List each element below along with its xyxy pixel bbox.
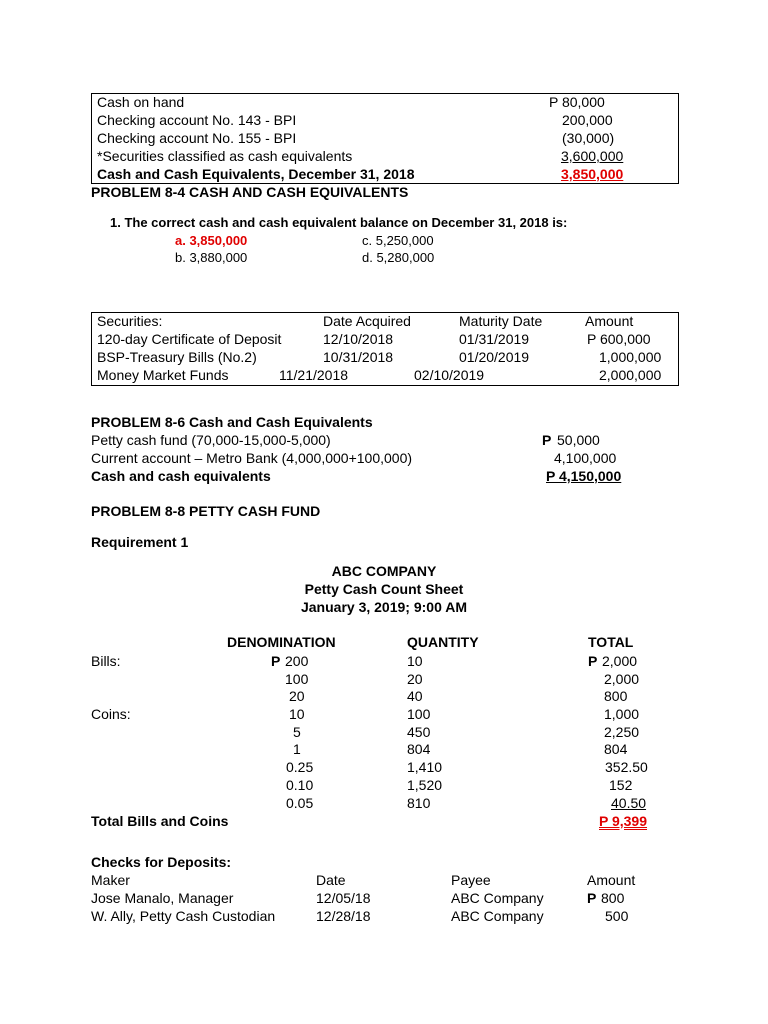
box1-amount-total: 3,850,000	[561, 166, 624, 182]
qty-7: 1,520	[407, 777, 443, 793]
box1-label-1: Checking account No. 143 - BPI	[97, 112, 297, 128]
current-account-amount: 4,100,000	[554, 450, 617, 466]
security-maturity-0: 01/31/2019	[459, 331, 530, 347]
denom-4: 5	[293, 724, 301, 740]
box1-label-2: Checking account No. 155 - BPI	[97, 130, 297, 146]
requirement-1: Requirement 1	[91, 534, 189, 550]
denom-7: 0.10	[286, 777, 314, 793]
problem-8-6-title: PROBLEM 8-6 Cash and Cash Equivalents	[91, 414, 373, 430]
total-7: 152	[609, 777, 633, 793]
company-name: ABC COMPANY	[331, 563, 437, 579]
box1-label-0: Cash on hand	[97, 94, 185, 110]
box1-amount-0: P 80,000	[549, 94, 605, 110]
date-acquired-header: Date Acquired	[323, 313, 411, 329]
denom-5: 1	[293, 741, 301, 757]
denomination-header: DENOMINATION	[227, 634, 336, 650]
count-sheet-title: Petty Cash Count Sheet	[304, 581, 464, 597]
qty-5: 804	[407, 741, 431, 757]
security-name-1: BSP-Treasury Bills (No.2)	[97, 349, 257, 365]
denom-3: 10	[289, 706, 305, 722]
option-c: c. 5,250,000	[362, 233, 434, 248]
qty-0: 10	[407, 653, 423, 669]
total-5: 804	[604, 741, 628, 757]
denom-p-symbol: P	[271, 653, 281, 669]
petty-cash-amount: 50,000	[557, 432, 600, 448]
security-maturity-2: 02/10/2019	[414, 367, 485, 383]
checks-maker-header: Maker	[91, 872, 130, 888]
option-a: a. 3,850,000	[175, 233, 248, 248]
quantity-header: QUANTITY	[407, 634, 479, 650]
security-maturity-1: 01/20/2019	[459, 349, 530, 365]
security-acquired-0: 12/10/2018	[323, 331, 394, 347]
denom-8: 0.05	[286, 795, 314, 811]
total-1: 2,000	[604, 671, 640, 687]
qty-6: 1,410	[407, 759, 443, 775]
total-3: 1,000	[604, 706, 640, 722]
security-name-0: 120-day Certificate of Deposit	[97, 331, 282, 347]
check-maker-1: W. Ally, Petty Cash Custodian	[91, 908, 276, 924]
coins-label: Coins:	[91, 706, 131, 722]
qty-2: 40	[407, 688, 423, 704]
security-amount-1: 1,000,000	[599, 349, 662, 365]
total-header: TOTAL	[588, 634, 634, 650]
box1-amount-1: 200,000	[562, 112, 613, 128]
option-b: b. 3,880,000	[175, 250, 248, 265]
denom-1: 100	[285, 671, 309, 687]
qty-8: 810	[407, 795, 431, 811]
bills-label: Bills:	[91, 653, 121, 669]
problem-8-4-question: 1. The correct cash and cash equivalent balance on December 31, 2018 is:	[110, 215, 568, 230]
total-8: 40.50	[611, 795, 647, 811]
check-amount-0: 800	[601, 890, 625, 906]
current-account-label: Current account – Metro Bank (4,000,000+100,000)	[91, 450, 413, 466]
cce-total-amount: P 4,150,000	[546, 468, 622, 484]
total-4: 2,250	[604, 724, 640, 740]
check-payee-1: ABC Company	[451, 908, 544, 924]
total-bills-coins-amount: P 9,399	[599, 813, 648, 829]
problem-8-4-title: PROBLEM 8-4 CASH AND CASH EQUIVALENTS	[91, 184, 409, 200]
check-date-0: 12/05/18	[316, 890, 371, 906]
denom-2: 20	[289, 688, 305, 704]
count-sheet-date: January 3, 2019; 9:00 AM	[300, 599, 467, 615]
qty-1: 20	[407, 671, 423, 687]
checks-date-header: Date	[316, 872, 346, 888]
cce-total-label: Cash and cash equivalents	[91, 468, 271, 484]
checks-payee-header: Payee	[451, 872, 491, 888]
denom-0: 200	[285, 653, 309, 669]
amount-header: Amount	[585, 313, 634, 329]
problem-8-8-title: PROBLEM 8-8 PETTY CASH FUND	[91, 503, 321, 519]
total-2: 800	[604, 688, 628, 704]
total-6: 352.50	[605, 759, 648, 775]
checks-title: Checks for Deposits:	[91, 854, 232, 870]
securities-header: Securities:	[97, 313, 163, 329]
qty-4: 450	[407, 724, 431, 740]
security-amount-0: P 600,000	[587, 331, 651, 347]
box1-amount-3: 3,600,000	[561, 148, 624, 164]
denom-6: 0.25	[286, 759, 314, 775]
total-0: 2,000	[602, 653, 638, 669]
petty-cash-label: Petty cash fund (70,000-15,000-5,000)	[91, 432, 331, 448]
total-p-symbol: P	[588, 653, 598, 669]
box1-label-3: *Securities classified as cash equivalents	[97, 148, 353, 164]
total-bills-coins-label: Total Bills and Coins	[91, 813, 229, 829]
check-date-1: 12/28/18	[316, 908, 371, 924]
security-acquired-2: 11/21/2018	[279, 367, 349, 383]
option-d: d. 5,280,000	[362, 250, 435, 265]
petty-cash-p: P	[542, 432, 552, 448]
check-amount-1: 500	[605, 908, 629, 924]
check-maker-0: Jose Manalo, Manager	[91, 890, 234, 906]
maturity-date-header: Maturity Date	[459, 313, 543, 329]
checks-amount-header: Amount	[587, 872, 636, 888]
security-amount-2: 2,000,000	[599, 367, 662, 383]
qty-3: 100	[407, 706, 431, 722]
check-payee-0: ABC Company	[451, 890, 544, 906]
security-acquired-1: 10/31/2018	[323, 349, 394, 365]
box1-amount-2: (30,000)	[562, 130, 615, 146]
check-p-symbol: P	[587, 890, 597, 906]
box1-label-total: Cash and Cash Equivalents, December 31, 2018	[97, 166, 415, 182]
security-name-2: Money Market Funds	[97, 367, 229, 383]
